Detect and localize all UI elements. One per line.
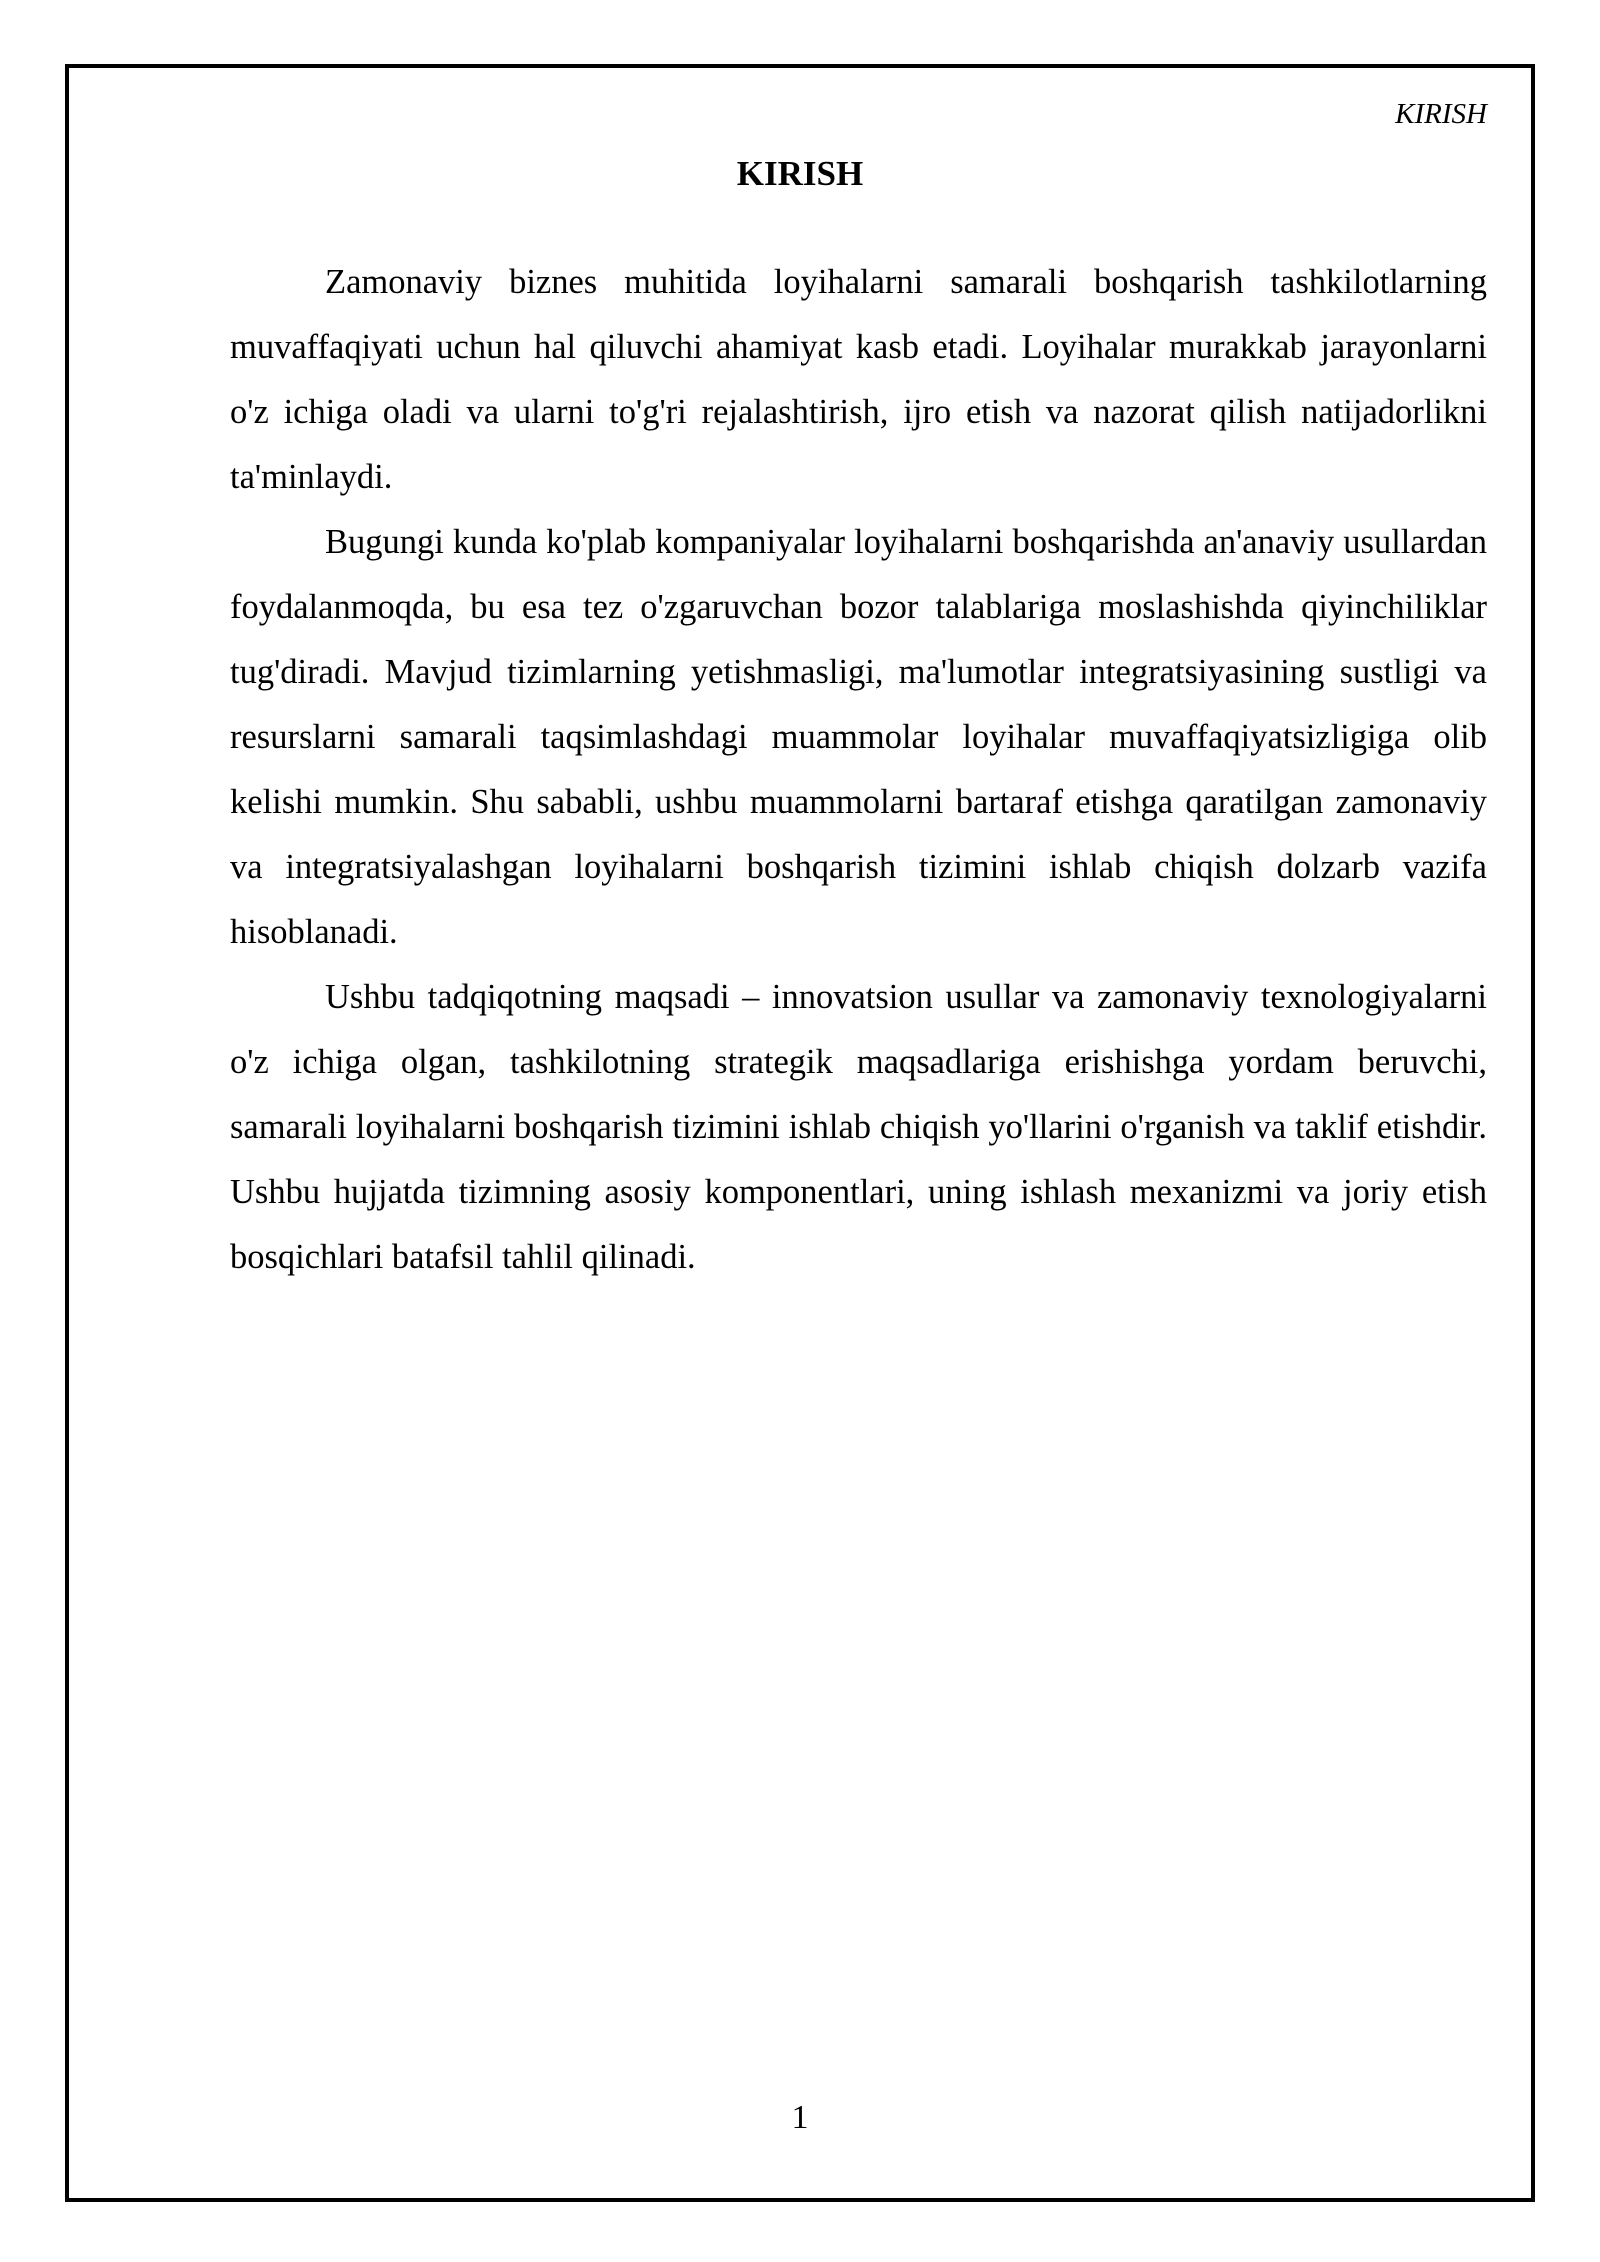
body-text [230,250,1487,1290]
paragraph-1: Zamonaviy biznes muhitida loyihalarni samarali boshqarish tashkilotlarning muvaffaqiyati uchun hal qiluvchi ahamiyat kasb etadi. Loyihalar murakkab jarayonlarni o'z ichiga oladi va ularni to'g'ri rejalashtirish, ijro etish va nazorat qilish natijadorlikni ta'minlaydi. [230,263,1487,496]
page-title: KIRISH [736,154,864,193]
running-header: KIRISH [1395,98,1487,130]
paragraph-2: Bugungi kunda ko'plab kompaniyalar loyihalarni boshqarishda an'anaviy usullardan foydalanmoqda, bu esa tez o'zgaruvchan bozor talablariga moslashishda qiyinchiliklar tug'diradi. Mavjud tizimlarning yetishmasligi, ma'lumotlar integratsiyasining sustligi va resurslarni samarali taqsimlashdagi muammolar loyihalar muvaffaqiyatsizligiga olib kelishi mumkin. Shu sababli, ushbu muammolarni bartaraf etishga qaratilgan zamonaviy va integratsiyalashgan loyihalarni boshqarish tizimini ishlab chiqish dolzarb vazifa hisoblanadi. [230,523,1487,951]
paragraph-3: Ushbu tadqiqotning maqsadi – innovatsion usullar va zamonaviy texnologiyalarni o'z ichiga olgan, tashkilotning strategik maqsadlariga erishishga yordam beruvchi, samarali loyihalarni boshqarish tizimini ishlab chiqish yo'llarini o'rganish va taklif etishdir. Ushbu hujjatda tizimning asosiy komponentlari, uning ishlash mexanizmi va joriy etish bosqichlari batafsil tahlil qilinadi. [230,978,1487,1276]
page-number: 1 [791,2099,809,2136]
